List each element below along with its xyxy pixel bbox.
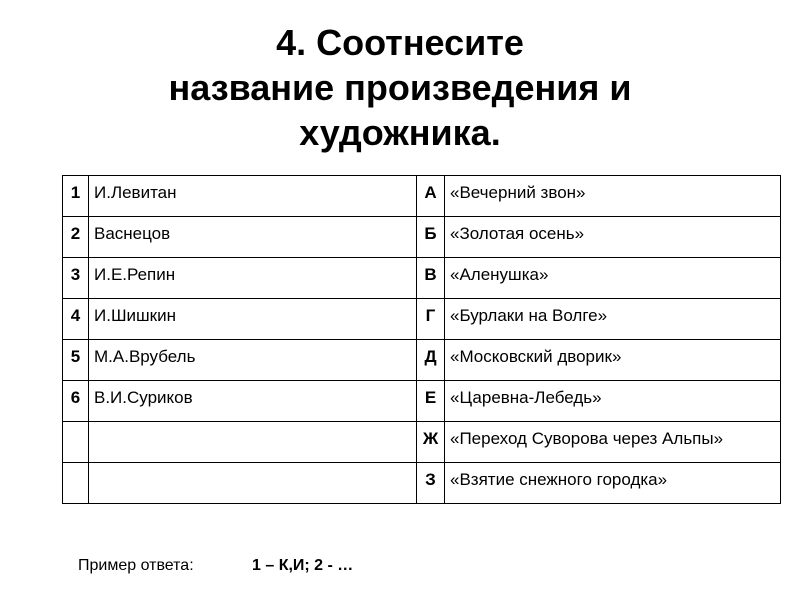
example-value: 1 – К,И; 2 - … xyxy=(252,557,354,574)
table-row xyxy=(63,422,781,463)
work-letter: Е xyxy=(417,381,445,422)
artist-name: Васнецов xyxy=(89,217,417,258)
work-title: «Московский дворик» xyxy=(445,340,781,381)
work-title: «Царевна-Лебедь» xyxy=(445,381,781,422)
work-letter: Г xyxy=(417,299,445,340)
work-letter: Ж xyxy=(417,422,445,463)
table-row xyxy=(63,463,781,504)
work-letter: В xyxy=(417,258,445,299)
page-title xyxy=(0,20,800,155)
row-number: 2 xyxy=(63,217,89,258)
row-number: 6 xyxy=(63,381,89,422)
answer-example xyxy=(78,557,353,575)
row-number xyxy=(63,463,89,504)
table-row xyxy=(63,176,781,217)
row-number: 3 xyxy=(63,258,89,299)
artist-name: В.И.Суриков xyxy=(89,381,417,422)
work-letter: Б xyxy=(417,217,445,258)
row-number: 1 xyxy=(63,176,89,217)
row-number xyxy=(63,422,89,463)
work-letter: А xyxy=(417,176,445,217)
table-row xyxy=(63,340,781,381)
title-line-2: название произведения и xyxy=(168,67,632,108)
artist-name xyxy=(89,422,417,463)
artist-name: М.А.Врубель xyxy=(89,340,417,381)
title-line-1: 4. Соотнесите xyxy=(276,22,524,63)
row-number: 4 xyxy=(63,299,89,340)
artist-name: И.Шишкин xyxy=(89,299,417,340)
artist-name: И.Е.Репин xyxy=(89,258,417,299)
table-row xyxy=(63,381,781,422)
example-label: Пример ответа: xyxy=(78,557,194,574)
table-row xyxy=(63,299,781,340)
work-title: «Золотая осень» xyxy=(445,217,781,258)
artist-name xyxy=(89,463,417,504)
title-line-3: художника. xyxy=(299,112,501,153)
work-title: «Аленушка» xyxy=(445,258,781,299)
work-letter: З xyxy=(417,463,445,504)
work-title: «Взятие снежного городка» xyxy=(445,463,781,504)
table-row xyxy=(63,258,781,299)
work-letter: Д xyxy=(417,340,445,381)
work-title: «Вечерний звон» xyxy=(445,176,781,217)
work-title: «Переход Суворова через Альпы» xyxy=(445,422,781,463)
row-number: 5 xyxy=(63,340,89,381)
matching-table xyxy=(62,175,781,504)
work-title: «Бурлаки на Волге» xyxy=(445,299,781,340)
artist-name: И.Левитан xyxy=(89,176,417,217)
table-row xyxy=(63,217,781,258)
